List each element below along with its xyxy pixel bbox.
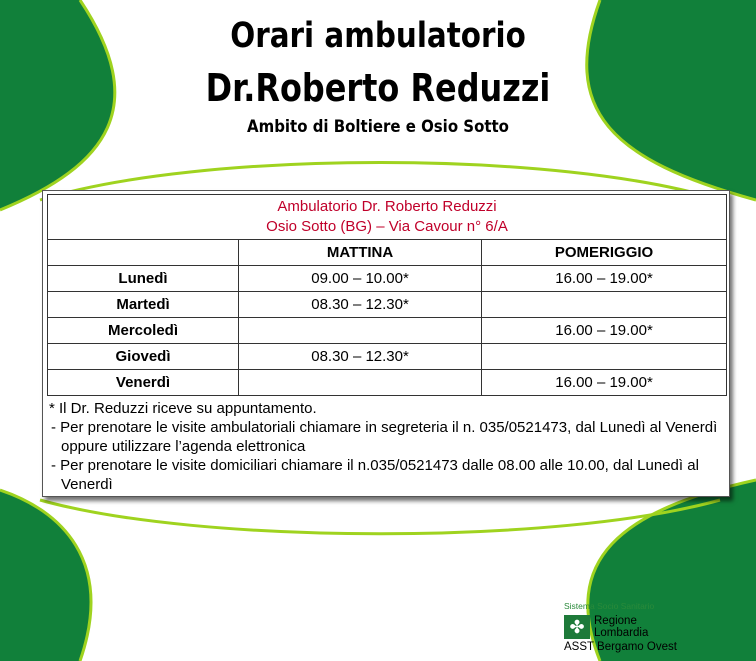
table-header-row	[48, 195, 727, 240]
col-afternoon: POMERIGGIO	[482, 240, 727, 266]
day-cell: Lunedì	[48, 266, 239, 292]
notes-block	[49, 399, 727, 494]
clinic-address: Osio Sotto (BG) – Via Cavour n° 6/A	[266, 218, 508, 235]
morning-cell: 08.30 – 12.30*	[239, 292, 482, 318]
schedule-card	[42, 190, 730, 497]
morning-cell	[239, 370, 482, 396]
regione-lombardia-logo	[560, 601, 750, 659]
table-row	[48, 370, 727, 396]
morning-cell	[239, 318, 482, 344]
asst-label: ASST Bergamo Ovest	[564, 641, 677, 653]
region-label	[594, 615, 648, 639]
table-row	[48, 318, 727, 344]
schedule-table	[47, 194, 727, 396]
afternoon-cell	[482, 344, 727, 370]
morning-cell: 08.30 – 12.30*	[239, 344, 482, 370]
page-subtitle: Ambito di Boltiere e Osio Sotto	[247, 117, 509, 137]
empty-corner-cell	[48, 240, 239, 266]
page-title: Orari ambulatorio	[230, 16, 526, 56]
booking-note-home: - Per prenotare le visite domiciliari chiamare il n.035/0521473 dalle 08.00 alle 10.00, dal Lunedì al Venerdì	[51, 457, 699, 493]
afternoon-cell: 16.00 – 19.00*	[482, 266, 727, 292]
day-cell: Giovedì	[48, 344, 239, 370]
clinic-header	[48, 195, 727, 240]
clinic-name: Ambulatorio Dr. Roberto Reduzzi	[277, 198, 497, 215]
table-row	[48, 292, 727, 318]
col-morning: MATTINA	[239, 240, 482, 266]
region-line2: Lombardia	[594, 627, 649, 639]
region-line1: Regione	[594, 615, 637, 627]
table-row	[48, 266, 727, 292]
doctor-name-title: Dr.Roberto Reduzzi	[205, 66, 551, 110]
booking-note-clinic: - Per prenotare le visite ambulatoriali chiamare in segreteria il n. 035/0521473, dal Lunedì al Venerdì oppure utilizzare l’agenda elettronica	[51, 419, 718, 455]
day-cell: Martedì	[48, 292, 239, 318]
lombardy-rose-icon: ✤	[564, 615, 590, 639]
afternoon-cell: 16.00 – 19.00*	[482, 318, 727, 344]
system-label: Sistema Socio Sanitario	[564, 601, 655, 611]
day-cell: Venerdì	[48, 370, 239, 396]
column-header-row	[48, 240, 727, 266]
day-cell: Mercoledì	[48, 318, 239, 344]
afternoon-cell: 16.00 – 19.00*	[482, 370, 727, 396]
table-row	[48, 344, 727, 370]
afternoon-cell	[482, 292, 727, 318]
morning-cell: 09.00 – 10.00*	[239, 266, 482, 292]
appointment-note: * Il Dr. Reduzzi riceve su appuntamento.	[49, 400, 317, 417]
